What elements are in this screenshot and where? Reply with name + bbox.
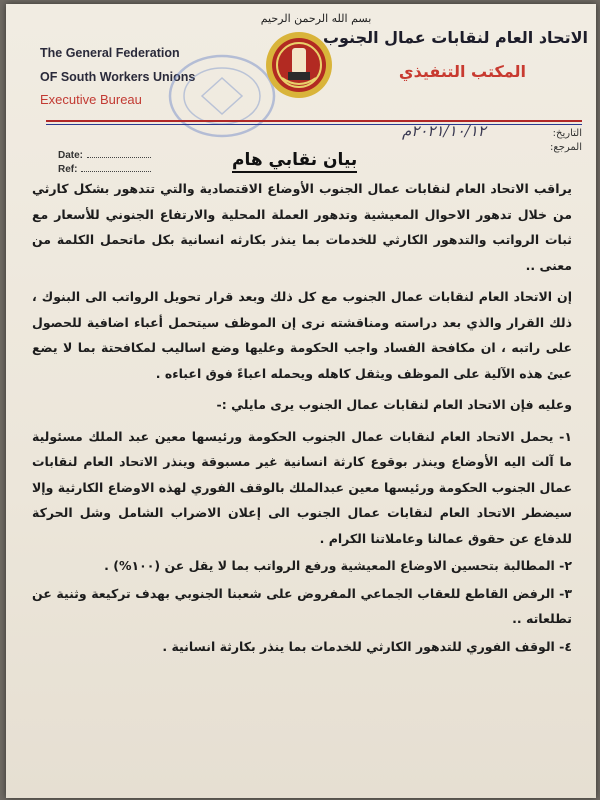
list-item: ٢- المطالبة بتحسين الاوضاع المعيشية ورفع الرواتب بما لا يقل عن (١٠٠%) . <box>104 558 572 573</box>
letter-page <box>6 4 596 798</box>
ref-field-en: Ref: <box>58 164 151 175</box>
handwritten-date: ٢٠٢١/١٠/١٢م <box>402 122 486 140</box>
paragraph: إن الاتحاد العام لنقابات عمال الجنوب مع كل ذلك وبعد قرار تحويل الرواتب الى البنوك ، ذلك القرار والذي بعد دراسته ومناقشته نرى إن الموظف سيتحمل أعباء اضافية للحصول على راتبه ، ان مكافحة الفساد واجب الحكومة وعليها وضع اساليب لمكافحتة بما لا يضع عبئ هذه الآلية على الموظف ويثقل كاهله ويحمله اعباءً فوق اعباءه . <box>32 289 572 381</box>
org-name-en-line2: OF South Workers Unions <box>40 70 196 84</box>
org-name-en-line1: The General Federation <box>40 46 180 60</box>
org-name-ar: الاتحاد العام لنقابات عمال الجنوب <box>322 28 588 47</box>
federation-emblem-icon <box>264 30 334 100</box>
basmala: بسم الله الرحمن الرحيم <box>260 12 372 25</box>
paragraph: يراقب الاتحاد العام لنقابات عمال الجنوب الأوضاع الاقتصادية والتي تتدهور بشكل كارثي من خلال تدهور الاحوال المعيشية وتدهور العملة المحلية والارتفاع الجنوني للأسعار مع ثبات الرواتب والتدهور الكارثي للخدمات بما ينذر بكارثه انسانية بكل ماتحمل الكلمة من معنى .. <box>32 181 572 273</box>
list-item: ٣- الرفض القاطع للعقاب الجماعي المفروض على شعبنا الجنوبي بهدف تركيعة وثنية عن تطلعاته .. <box>32 585 572 626</box>
document-body <box>32 176 572 661</box>
header-divider-red <box>46 120 582 122</box>
bureau-name-en: Executive Bureau <box>40 92 142 107</box>
list-item: ٤- الوقف الفوري للتدهور الكارثي للخدمات بما ينذر بكارثة انسانية . <box>162 638 572 654</box>
header-divider-blue <box>46 124 582 125</box>
paragraph: وعليه فإن الاتحاد العام لنقابات عمال الجنوب يرى مايلي :- <box>216 397 572 412</box>
list-item: ١- يحمل الاتحاد العام لنقابات عمال الجنوب الحكومة ورئيسها معين عبد الملك مسئولية ما آلت اليه الأوضاع وينذر بوقوع كارثة انسانية غير مسبوقة وينذر الاتحاد العام لنقابات عمال الجنوب الحكومة ورئيسها معين عبدالملك بالوقف الفوري لهذه الاوضاع الكارثية وإلا سيضطر الاتحاد العام لنقابات عمال الجنوب الى إعلان الاضراب الشامل وشل الحركة للدفاع عن حقوق عمالنا وعاملاتنا الكرام . <box>32 428 572 546</box>
document-title: بيان نقابي هام <box>232 150 357 173</box>
ref-field-ar: المرجع: <box>550 142 582 153</box>
date-field-en: Date: <box>58 150 151 161</box>
bureau-name-ar: المكتب التنفيذي <box>398 62 526 81</box>
date-field-ar: التاريخ: <box>552 128 582 139</box>
